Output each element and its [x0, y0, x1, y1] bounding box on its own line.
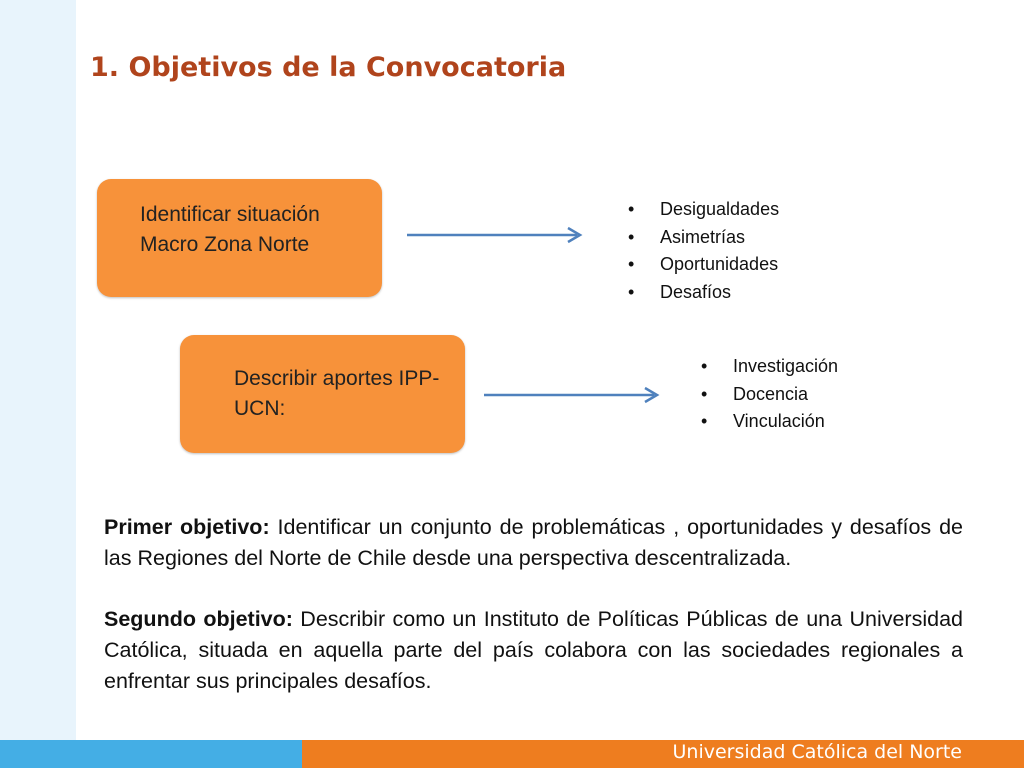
- left-side-strip: [0, 0, 76, 740]
- objective-first-text: Identificar un conjunto de problemáticas , oportunidades y desafíos de las Regiones del Norte de Chile desde una perspectiva descentralizada.: [104, 515, 963, 570]
- footer-blue-bar: [0, 740, 302, 768]
- box-describir: [180, 335, 465, 453]
- objective-first: [104, 512, 963, 574]
- slide-title: 1. Objetivos de la Convocatoria: [90, 52, 567, 83]
- objective-second: [104, 604, 963, 697]
- objective-second-text: Describir como un Instituto de Políticas Públicas de una Universidad Católica, situada en aquella parte del país colabora con las sociedades regionales a enfrentar sus principales desafíos.: [104, 607, 963, 693]
- bullet-list-situacion: [628, 196, 779, 306]
- list-item: • Vinculación: [701, 408, 838, 436]
- objective-second-heading: Segundo objetivo:: [104, 607, 293, 631]
- footer-university-name: Universidad Católica del Norte: [672, 741, 962, 763]
- list-item: • Investigación: [701, 353, 838, 381]
- list-item: • Desigualdades: [628, 196, 779, 224]
- box-identificar: [97, 179, 382, 297]
- bullet-list-aportes: [701, 353, 838, 436]
- list-item: • Docencia: [701, 381, 838, 409]
- arrow-right-2: [482, 385, 667, 405]
- objective-first-heading: Primer objetivo:: [104, 515, 270, 539]
- list-item: • Oportunidades: [628, 251, 779, 279]
- arrow-right-1: [405, 225, 590, 245]
- list-item: • Desafíos: [628, 279, 779, 307]
- box-identificar-label: Identificar situación Macro Zona Norte: [140, 203, 320, 256]
- list-item: • Asimetrías: [628, 224, 779, 252]
- objectives-text: [104, 512, 963, 727]
- box-describir-label: Describir aportes IPP-UCN:: [234, 367, 440, 420]
